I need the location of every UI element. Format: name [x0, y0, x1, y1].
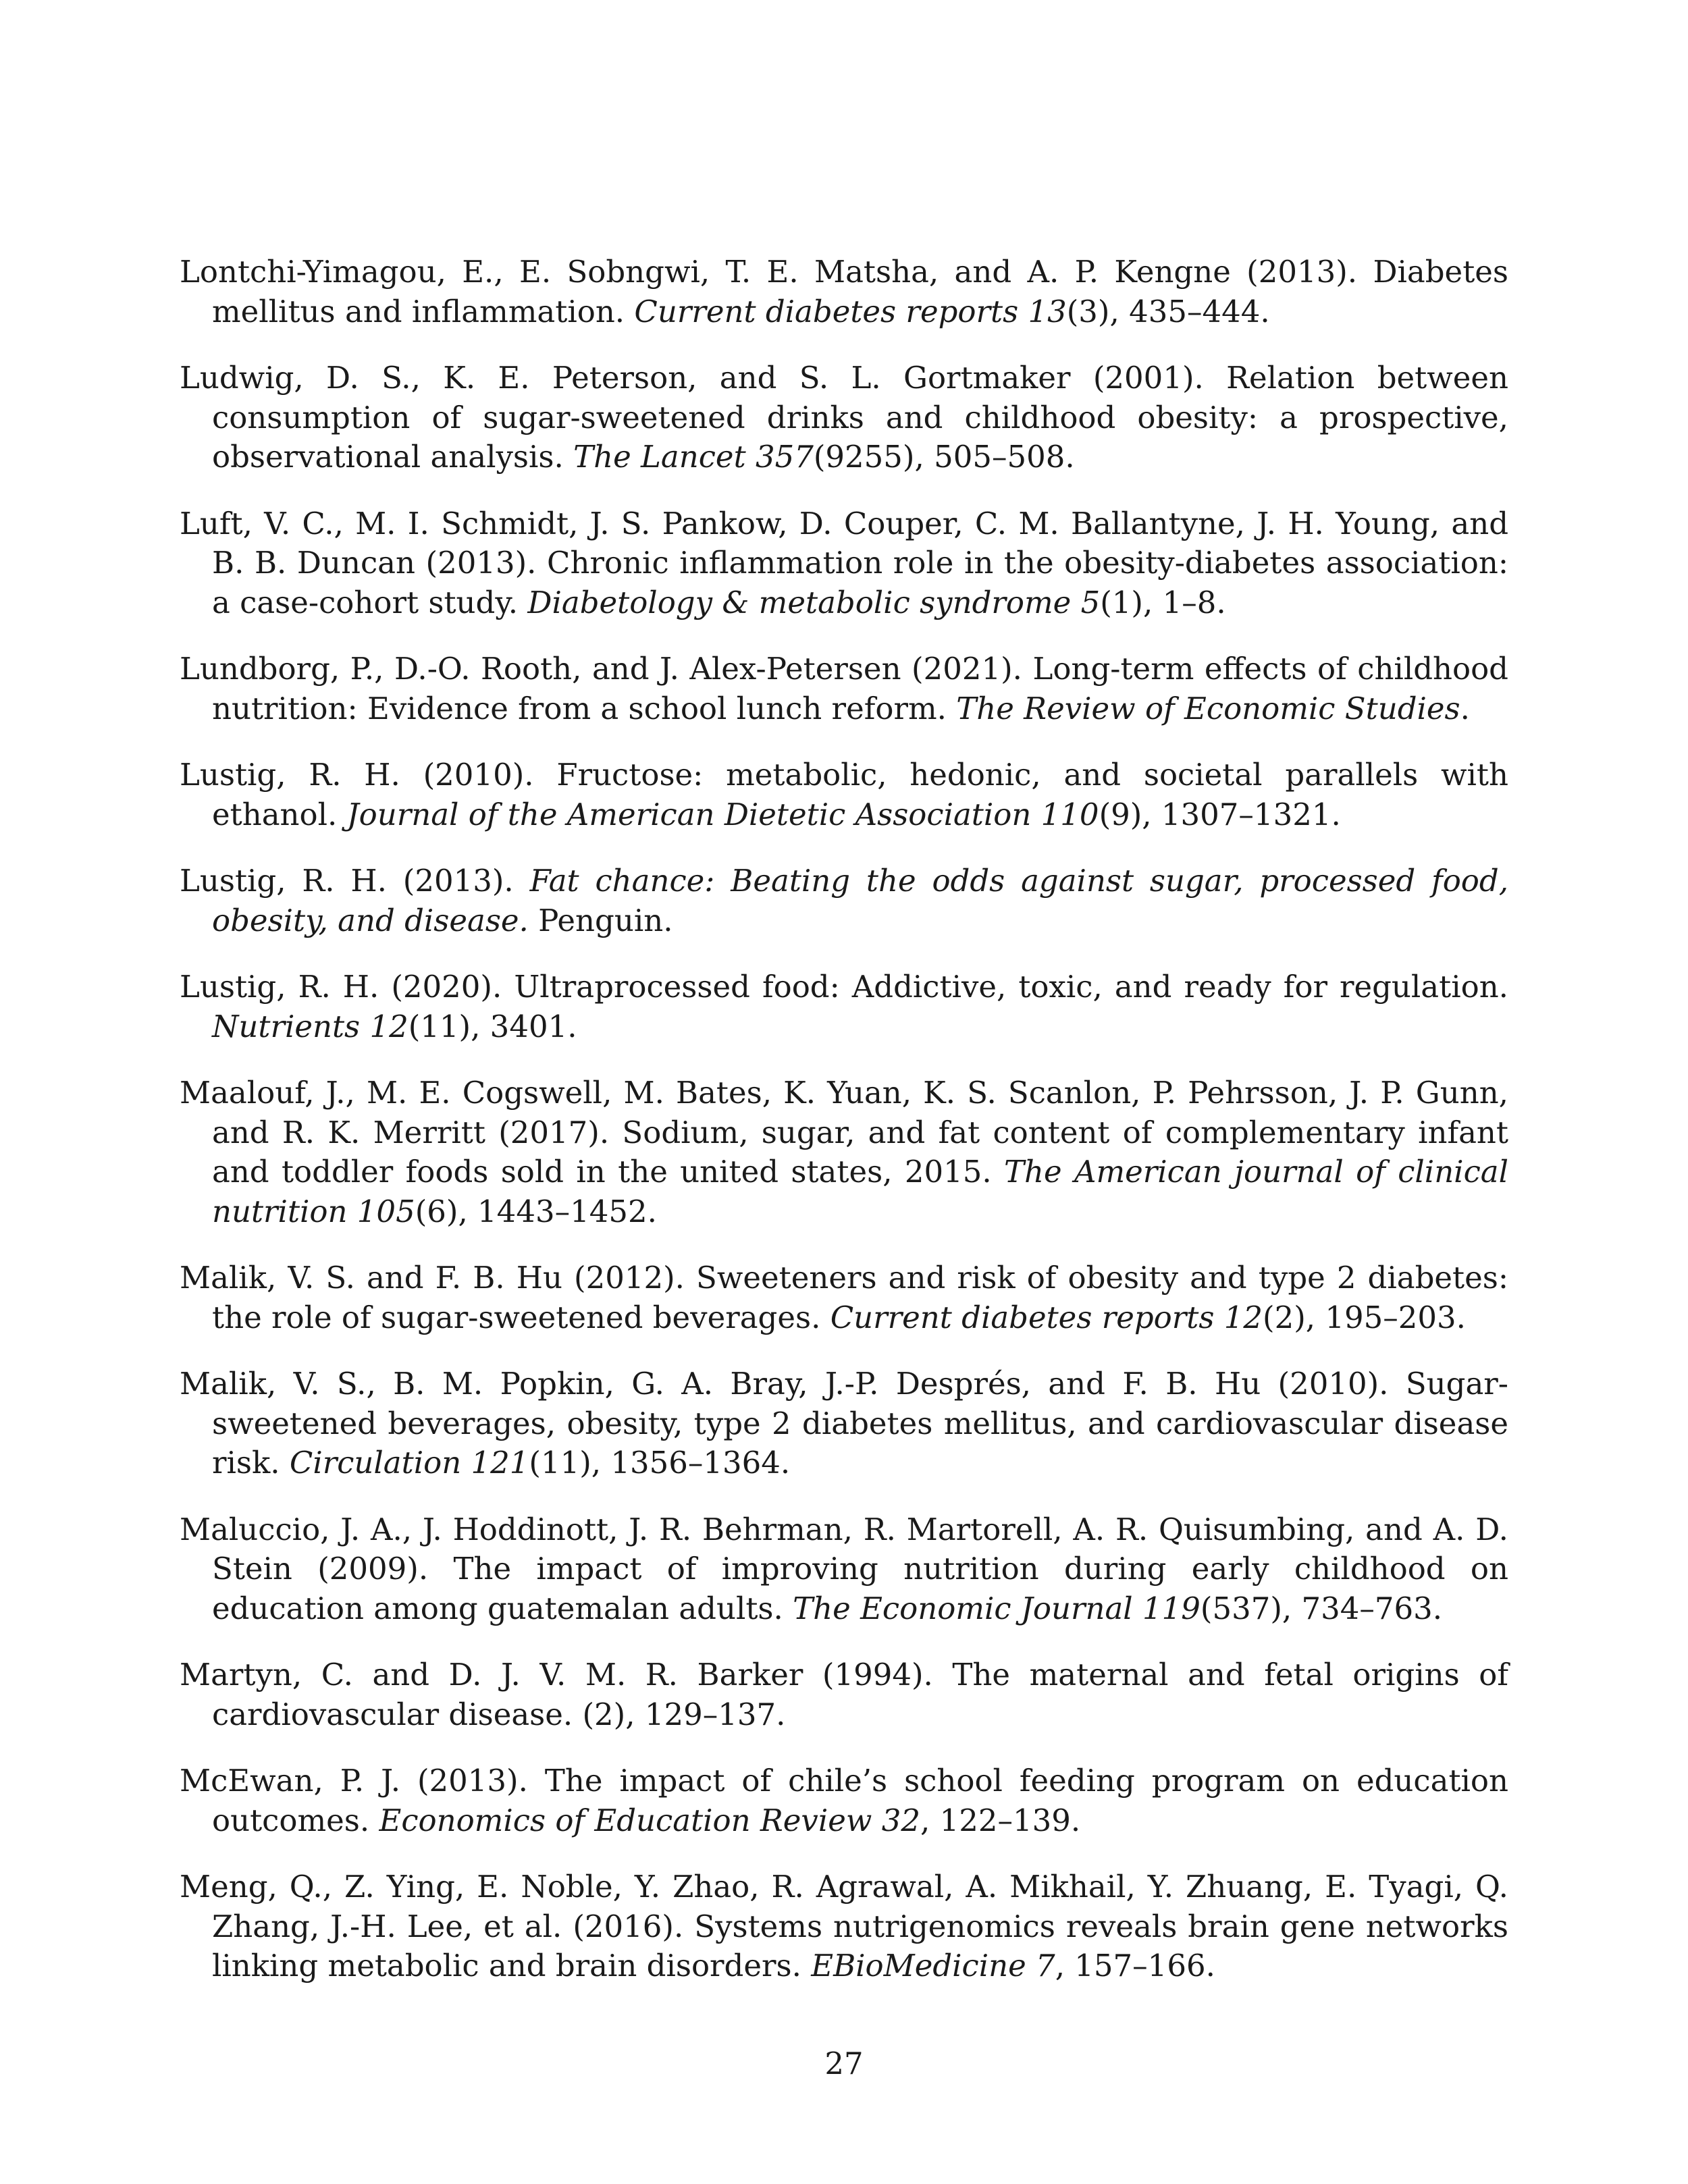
reference-title: The impact of improving nutrition during early childhood on education among guatemalan adults. [212, 1551, 1508, 1626]
reference-entry [180, 1655, 1508, 1734]
reference-entry [180, 1867, 1508, 1986]
reference-details: (537), 734–763. [1200, 1590, 1443, 1626]
reference-authors-year: Meng, Q., Z. Ying, E. Noble, Y. Zhao, R. Agrawal, A. Mikhail, Y. Zhuang, E. Tyagi, Q. Zhang, J.-H. Lee, et al. (2016). [180, 1869, 1508, 1944]
reference-entry [180, 504, 1508, 623]
reference-authors-year: Luft, V. C., M. I. Schmidt, J. S. Pankow, D. Couper, C. M. Ballantyne, J. H. Young, and B. B. Duncan (2013). [180, 505, 1508, 581]
reference-details: , 122–139. [920, 1802, 1081, 1838]
reference-authors-year: Lustig, R. H. (2020). [180, 969, 502, 1005]
reference-authors-year: Maalouf, J., M. E. Cogswell, M. Bates, K. Yuan, K. S. Scanlon, P. Pehrsson, J. P. Gunn, and R. K. Merritt (2017). [180, 1075, 1508, 1150]
reference-authors-year: Ludwig, D. S., K. E. Peterson, and S. L. Gortmaker (2001). [180, 360, 1204, 396]
reference-venue: The American journal of clinical nutrition 105 [212, 1154, 1508, 1229]
reference-details: . [1460, 690, 1470, 726]
reference-entry [180, 967, 1508, 1046]
reference-venue: The Lancet 357 [573, 439, 814, 475]
reference-entry [180, 358, 1508, 477]
reference-title: Sugar-sweetened beverages, obesity, type 2 diabetes mellitus, and cardiovascular disease risk. [212, 1366, 1509, 1481]
reference-authors-year: McEwan, P. J. (2013). [180, 1763, 528, 1799]
reference-venue: Current diabetes reports 12 [830, 1299, 1263, 1335]
reference-list [180, 252, 1508, 2013]
reference-details: (6), 1443–1452. [415, 1193, 657, 1229]
reference-title: The maternal and fetal origins of cardiovascular disease. [212, 1657, 1508, 1732]
reference-details: (9255), 505–508. [813, 439, 1075, 475]
reference-authors-year: Martyn, C. and D. J. V. M. R. Barker (1994). [180, 1657, 933, 1693]
reference-entry [180, 1364, 1508, 1483]
reference-venue: Nutrients 12 [212, 1008, 408, 1044]
reference-entry [180, 649, 1508, 728]
reference-entry [180, 861, 1508, 940]
reference-details: Penguin. [528, 902, 673, 938]
reference-title: Sodium, sugar, and fat content of complementary infant and toddler foods sold in the united states, 2015. [212, 1114, 1508, 1190]
reference-details: (2), 129–137. [573, 1696, 786, 1732]
reference-title: Sweeteners and risk of obesity and type 2 diabetes: the role of sugar-sweetened beverages. [212, 1260, 1508, 1335]
reference-title: Relation between consumption of sugar-sweetened drinks and childhood obesity: a prospective, observational analysis. [212, 360, 1508, 475]
reference-authors-year: Malik, V. S. and F. B. Hu (2012). [180, 1260, 685, 1296]
reference-title: Chronic inflammation role in the obesity-diabetes association: a case-cohort study. [212, 545, 1508, 620]
reference-title: The impact of chile’s school feeding program on education outcomes. [212, 1763, 1508, 1838]
reference-venue: Economics of Education Review 32 [379, 1802, 920, 1838]
reference-venue: The Economic Journal 119 [793, 1590, 1201, 1626]
reference-title: Systems nutrigenomics reveals brain gene networks linking metabolic and brain disorders. [212, 1908, 1508, 1983]
reference-entry [180, 755, 1508, 834]
reference-entry [180, 1073, 1508, 1231]
reference-authors-year: Lontchi-Yimagou, E., E. Sobngwi, T. E. Matsha, and A. P. Kengne (2013). [180, 254, 1358, 290]
reference-title: Ultraprocessed food: Addictive, toxic, and ready for regulation. [502, 969, 1508, 1005]
reference-details: (9), 1307–1321. [1099, 796, 1341, 832]
reference-authors-year: Lustig, R. H. (2013). [180, 863, 514, 899]
reference-title: Diabetes mellitus and inflammation. [212, 254, 1508, 329]
reference-venue: Diabetology & metabolic syndrome 5 [527, 584, 1101, 620]
reference-authors-year: Lustig, R. H. (2010). [180, 757, 534, 793]
reference-venue: Circulation 121 [289, 1445, 529, 1481]
reference-authors-year: Maluccio, J. A., J. Hoddinott, J. R. Behrman, R. Martorell, A. R. Quisumbing, and A. D. Stein (2009). [180, 1511, 1508, 1587]
reference-venue: EBioMedicine 7 [811, 1948, 1055, 1983]
reference-entry [180, 1761, 1508, 1840]
reference-entry [180, 1510, 1508, 1629]
reference-entry [180, 252, 1508, 331]
reference-venue: Fat chance: Beating the odds against sugar, processed food, obesity, and disease. [212, 863, 1508, 938]
reference-details: (11), 3401. [408, 1008, 577, 1044]
reference-details: (11), 1356–1364. [529, 1445, 791, 1481]
reference-authors-year: Malik, V. S., B. M. Popkin, G. A. Bray, J.-P. Després, and F. B. Hu (2010). [180, 1366, 1389, 1402]
reference-details: (1), 1–8. [1100, 584, 1226, 620]
reference-details: , 157–166. [1055, 1948, 1215, 1983]
reference-title: Fructose: metabolic, hedonic, and societal parallels with ethanol. [212, 757, 1508, 832]
reference-venue: The Review of Economic Studies [956, 690, 1460, 726]
reference-venue: Current diabetes reports 13 [634, 293, 1067, 329]
reference-details: (3), 435–444. [1066, 293, 1270, 329]
reference-title: Long-term effects of childhood nutrition: Evidence from a school lunch reform. [212, 651, 1508, 726]
reference-entry [180, 1258, 1508, 1337]
reference-details: (2), 195–203. [1263, 1299, 1466, 1335]
reference-authors-year: Lundborg, P., D.-O. Rooth, and J. Alex-Petersen (2021). [180, 651, 1022, 687]
page-number: 27 [824, 2046, 864, 2081]
reference-venue: Journal of the American Dietetic Association 110 [346, 796, 1099, 832]
